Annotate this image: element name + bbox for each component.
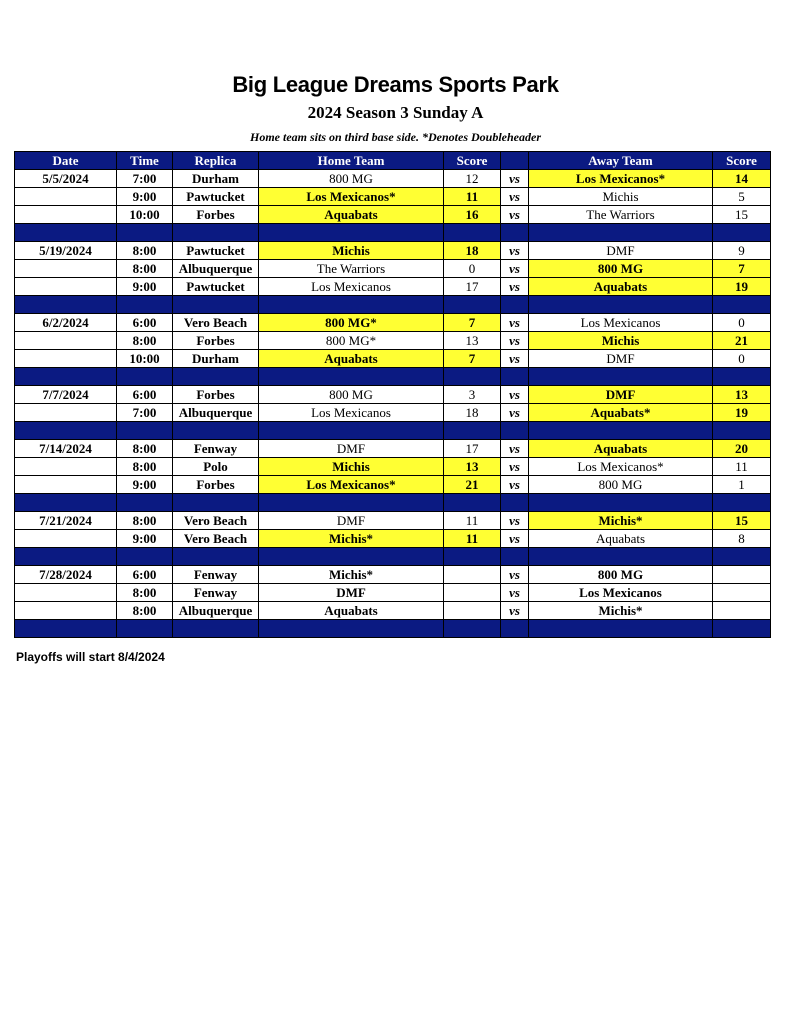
header-row (15, 152, 771, 170)
separator-cell (15, 620, 117, 638)
away-score: 8 (713, 530, 771, 548)
home-team: Los Mexicanos (259, 278, 444, 296)
game-date (15, 278, 117, 296)
separator-cell (713, 620, 771, 638)
home-score: 12 (444, 170, 501, 188)
game-row (15, 512, 771, 530)
game-time: 9:00 (117, 476, 173, 494)
separator-cell (117, 224, 173, 242)
schedule-note: Home team sits on third base side. *Denotes Doubleheader (250, 130, 541, 144)
away-team: Los Mexicanos* (529, 458, 713, 476)
game-time: 8:00 (117, 602, 173, 620)
away-score: 19 (713, 404, 771, 422)
away-score: 13 (713, 386, 771, 404)
game-replica: Vero Beach (173, 530, 259, 548)
separator-cell (444, 494, 501, 512)
away-team: Aquabats (529, 278, 713, 296)
game-time: 8:00 (117, 260, 173, 278)
header-time: Time (117, 152, 173, 170)
game-time: 10:00 (117, 206, 173, 224)
separator-cell (529, 494, 713, 512)
playoffs-note: Playoffs will start 8/4/2024 (16, 650, 165, 664)
game-time: 9:00 (117, 278, 173, 296)
header-home-team: Home Team (259, 152, 444, 170)
separator-cell (259, 620, 444, 638)
home-score (444, 584, 501, 602)
home-score: 0 (444, 260, 501, 278)
separator-cell (173, 224, 259, 242)
game-row (15, 260, 771, 278)
home-score: 17 (444, 278, 501, 296)
week-separator (15, 224, 771, 242)
game-date (15, 260, 117, 278)
separator-cell (501, 620, 529, 638)
week-separator (15, 422, 771, 440)
vs-label: vs (501, 512, 529, 530)
separator-cell (173, 296, 259, 314)
separator-cell (117, 422, 173, 440)
home-score: 11 (444, 512, 501, 530)
home-score: 11 (444, 188, 501, 206)
separator-cell (713, 548, 771, 566)
away-score: 0 (713, 314, 771, 332)
separator-cell (15, 494, 117, 512)
home-team: Aquabats (259, 350, 444, 368)
game-replica: Forbes (173, 386, 259, 404)
separator-cell (259, 548, 444, 566)
home-team: Michis* (259, 530, 444, 548)
game-replica: Durham (173, 350, 259, 368)
away-score: 14 (713, 170, 771, 188)
away-team: 800 MG (529, 260, 713, 278)
game-replica: Pawtucket (173, 188, 259, 206)
game-row (15, 314, 771, 332)
away-team: Michis (529, 332, 713, 350)
away-score: 9 (713, 242, 771, 260)
home-score (444, 602, 501, 620)
game-replica: Fenway (173, 584, 259, 602)
home-score (444, 566, 501, 584)
home-team: 800 MG (259, 170, 444, 188)
game-time: 9:00 (117, 188, 173, 206)
game-date (15, 206, 117, 224)
game-replica: Albuquerque (173, 602, 259, 620)
game-date (15, 350, 117, 368)
home-team: Los Mexicanos (259, 404, 444, 422)
home-team: 800 MG (259, 386, 444, 404)
game-replica: Forbes (173, 332, 259, 350)
schedule-table (14, 151, 771, 638)
separator-cell (259, 296, 444, 314)
game-time: 7:00 (117, 404, 173, 422)
separator-cell (529, 224, 713, 242)
game-date: 6/2/2024 (15, 314, 117, 332)
separator-cell (529, 548, 713, 566)
away-score: 7 (713, 260, 771, 278)
game-replica: Fenway (173, 440, 259, 458)
game-row (15, 440, 771, 458)
game-date: 7/14/2024 (15, 440, 117, 458)
game-time: 8:00 (117, 242, 173, 260)
home-score: 13 (444, 458, 501, 476)
game-replica: Pawtucket (173, 242, 259, 260)
vs-label: vs (501, 566, 529, 584)
page-title: Big League Dreams Sports Park (232, 72, 559, 97)
separator-cell (713, 224, 771, 242)
home-team: Michis (259, 242, 444, 260)
game-date (15, 602, 117, 620)
game-date (15, 476, 117, 494)
separator-cell (117, 620, 173, 638)
vs-label: vs (501, 476, 529, 494)
vs-label: vs (501, 314, 529, 332)
away-score: 1 (713, 476, 771, 494)
away-score: 21 (713, 332, 771, 350)
game-replica: Durham (173, 170, 259, 188)
vs-label: vs (501, 440, 529, 458)
away-team: Aquabats (529, 530, 713, 548)
vs-label: vs (501, 584, 529, 602)
home-team: Los Mexicanos* (259, 188, 444, 206)
game-row (15, 404, 771, 422)
home-team: 800 MG* (259, 332, 444, 350)
game-date (15, 458, 117, 476)
away-team: 800 MG (529, 476, 713, 494)
schedule-body (15, 170, 771, 638)
home-score: 7 (444, 350, 501, 368)
separator-cell (501, 548, 529, 566)
game-row (15, 566, 771, 584)
header-away-team: Away Team (529, 152, 713, 170)
header-vs (501, 152, 529, 170)
separator-cell (713, 494, 771, 512)
away-team: DMF (529, 242, 713, 260)
separator-cell (444, 296, 501, 314)
home-team: The Warriors (259, 260, 444, 278)
game-row (15, 242, 771, 260)
separator-cell (173, 422, 259, 440)
game-row (15, 332, 771, 350)
separator-cell (713, 296, 771, 314)
separator-cell (444, 548, 501, 566)
vs-label: vs (501, 350, 529, 368)
home-team: 800 MG* (259, 314, 444, 332)
away-team: Aquabats* (529, 404, 713, 422)
away-score: 15 (713, 512, 771, 530)
game-date (15, 584, 117, 602)
game-date (15, 188, 117, 206)
game-date: 5/5/2024 (15, 170, 117, 188)
home-score: 17 (444, 440, 501, 458)
home-team: Michis* (259, 566, 444, 584)
vs-label: vs (501, 278, 529, 296)
separator-cell (259, 422, 444, 440)
separator-cell (15, 296, 117, 314)
separator-cell (501, 422, 529, 440)
vs-label: vs (501, 530, 529, 548)
separator-cell (444, 224, 501, 242)
vs-label: vs (501, 602, 529, 620)
week-separator (15, 494, 771, 512)
game-time: 6:00 (117, 386, 173, 404)
header-replica: Replica (173, 152, 259, 170)
game-time: 6:00 (117, 566, 173, 584)
game-replica: Vero Beach (173, 314, 259, 332)
separator-cell (444, 368, 501, 386)
away-score: 5 (713, 188, 771, 206)
away-team: Michis* (529, 602, 713, 620)
away-team: 800 MG (529, 566, 713, 584)
page-subtitle: 2024 Season 3 Sunday A (307, 103, 484, 122)
home-team: Aquabats (259, 206, 444, 224)
game-replica: Forbes (173, 206, 259, 224)
game-row (15, 458, 771, 476)
game-date: 7/21/2024 (15, 512, 117, 530)
game-replica: Pawtucket (173, 278, 259, 296)
game-replica: Albuquerque (173, 260, 259, 278)
away-score: 0 (713, 350, 771, 368)
vs-label: vs (501, 188, 529, 206)
separator-cell (529, 296, 713, 314)
separator-cell (15, 224, 117, 242)
game-replica: Vero Beach (173, 512, 259, 530)
week-separator (15, 296, 771, 314)
separator-cell (15, 422, 117, 440)
header-date: Date (15, 152, 117, 170)
away-score: 11 (713, 458, 771, 476)
game-row (15, 530, 771, 548)
home-score: 18 (444, 404, 501, 422)
game-row (15, 602, 771, 620)
separator-cell (501, 368, 529, 386)
home-team: DMF (259, 440, 444, 458)
game-replica: Forbes (173, 476, 259, 494)
game-time: 8:00 (117, 584, 173, 602)
vs-label: vs (501, 404, 529, 422)
separator-cell (15, 548, 117, 566)
away-score (713, 602, 771, 620)
away-score (713, 584, 771, 602)
away-score (713, 566, 771, 584)
separator-cell (501, 296, 529, 314)
separator-cell (259, 224, 444, 242)
away-team: Aquabats (529, 440, 713, 458)
game-replica: Fenway (173, 566, 259, 584)
vs-label: vs (501, 170, 529, 188)
game-row (15, 206, 771, 224)
away-team: DMF (529, 386, 713, 404)
away-team: Los Mexicanos* (529, 170, 713, 188)
separator-cell (501, 494, 529, 512)
game-time: 8:00 (117, 440, 173, 458)
separator-cell (15, 368, 117, 386)
separator-cell (117, 368, 173, 386)
header-home-score: Score (444, 152, 501, 170)
game-row (15, 584, 771, 602)
away-team: Los Mexicanos (529, 584, 713, 602)
separator-cell (529, 422, 713, 440)
week-separator (15, 368, 771, 386)
home-team: Los Mexicanos* (259, 476, 444, 494)
away-team: Michis (529, 188, 713, 206)
away-score: 20 (713, 440, 771, 458)
game-row (15, 476, 771, 494)
separator-cell (117, 548, 173, 566)
home-team: Michis (259, 458, 444, 476)
game-replica: Albuquerque (173, 404, 259, 422)
separator-cell (713, 368, 771, 386)
separator-cell (529, 620, 713, 638)
vs-label: vs (501, 386, 529, 404)
separator-cell (713, 422, 771, 440)
away-team: The Warriors (529, 206, 713, 224)
game-date (15, 404, 117, 422)
away-team: Los Mexicanos (529, 314, 713, 332)
game-date: 7/7/2024 (15, 386, 117, 404)
separator-cell (173, 494, 259, 512)
away-score: 19 (713, 278, 771, 296)
home-score: 16 (444, 206, 501, 224)
separator-cell (117, 494, 173, 512)
week-separator (15, 548, 771, 566)
separator-cell (444, 620, 501, 638)
vs-label: vs (501, 332, 529, 350)
home-team: DMF (259, 584, 444, 602)
game-row (15, 188, 771, 206)
home-score: 3 (444, 386, 501, 404)
home-score: 11 (444, 530, 501, 548)
game-date (15, 332, 117, 350)
separator-cell (529, 368, 713, 386)
game-row (15, 386, 771, 404)
game-time: 6:00 (117, 314, 173, 332)
week-separator (15, 620, 771, 638)
home-score: 7 (444, 314, 501, 332)
away-score: 15 (713, 206, 771, 224)
separator-cell (117, 296, 173, 314)
home-score: 13 (444, 332, 501, 350)
separator-cell (173, 620, 259, 638)
vs-label: vs (501, 206, 529, 224)
game-date: 7/28/2024 (15, 566, 117, 584)
home-team: Aquabats (259, 602, 444, 620)
game-row (15, 170, 771, 188)
vs-label: vs (501, 242, 529, 260)
game-replica: Polo (173, 458, 259, 476)
separator-cell (444, 422, 501, 440)
game-row (15, 278, 771, 296)
game-date: 5/19/2024 (15, 242, 117, 260)
home-team: DMF (259, 512, 444, 530)
game-time: 8:00 (117, 332, 173, 350)
header-away-score: Score (713, 152, 771, 170)
separator-cell (259, 368, 444, 386)
separator-cell (501, 224, 529, 242)
separator-cell (173, 368, 259, 386)
away-team: DMF (529, 350, 713, 368)
game-time: 9:00 (117, 530, 173, 548)
away-team: Michis* (529, 512, 713, 530)
game-time: 7:00 (117, 170, 173, 188)
game-date (15, 530, 117, 548)
home-score: 21 (444, 476, 501, 494)
game-time: 8:00 (117, 458, 173, 476)
separator-cell (173, 548, 259, 566)
game-time: 8:00 (117, 512, 173, 530)
game-row (15, 350, 771, 368)
separator-cell (259, 494, 444, 512)
vs-label: vs (501, 458, 529, 476)
home-score: 18 (444, 242, 501, 260)
vs-label: vs (501, 260, 529, 278)
game-time: 10:00 (117, 350, 173, 368)
